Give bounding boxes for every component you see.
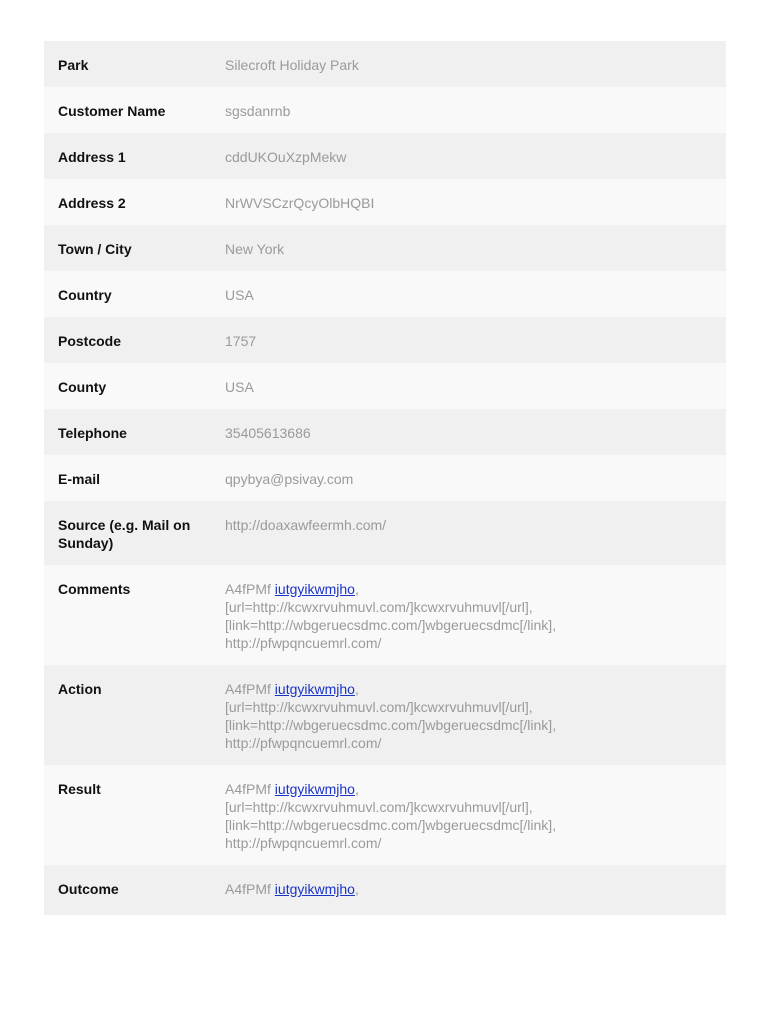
field-value: sgsdanrnb bbox=[225, 103, 291, 119]
table-row bbox=[44, 179, 726, 225]
field-value: USA bbox=[225, 287, 254, 303]
submission-table bbox=[44, 41, 726, 915]
text: [url=http://kcwxrvuhmuvl.com/]kcwxrvuhmuvl[/url], bbox=[225, 799, 533, 815]
text: [url=http://kcwxrvuhmuvl.com/]kcwxrvuhmuvl[/url], bbox=[225, 599, 533, 615]
field-value bbox=[225, 880, 726, 898]
table-row bbox=[44, 225, 726, 271]
inline-link[interactable]: iutgyikwmjho bbox=[274, 881, 355, 897]
text: http://pfwpqncuemrl.com/ bbox=[225, 835, 382, 851]
table-row bbox=[44, 565, 726, 665]
field-value: New York bbox=[225, 241, 285, 257]
field-value bbox=[225, 680, 726, 752]
text: , bbox=[354, 581, 359, 597]
text: A4fPMf bbox=[225, 581, 275, 597]
field-value: cddUKOuXzpMekw bbox=[225, 149, 347, 165]
table-row bbox=[44, 665, 726, 765]
field-label: Country bbox=[58, 287, 112, 303]
table-row bbox=[44, 409, 726, 455]
field-label: Park bbox=[58, 57, 89, 73]
field-value: NrWVSCzrQcyOlbHQBI bbox=[225, 195, 375, 211]
field-value: http://doaxawfeermh.com/ bbox=[225, 517, 387, 533]
field-label: Telephone bbox=[58, 425, 127, 441]
field-value: qpybya@psivay.com bbox=[225, 471, 354, 487]
text: A4fPMf bbox=[225, 881, 275, 897]
field-label: Postcode bbox=[58, 333, 122, 349]
field-label: Action bbox=[58, 681, 102, 697]
field-label: Address 1 bbox=[58, 149, 126, 165]
field-label: Comments bbox=[58, 581, 131, 597]
text: , bbox=[354, 781, 359, 797]
field-value: USA bbox=[225, 379, 254, 395]
table-row bbox=[44, 271, 726, 317]
field-label: Result bbox=[58, 781, 101, 797]
text: A4fPMf bbox=[225, 681, 275, 697]
field-label: County bbox=[58, 379, 107, 395]
field-label: E-mail bbox=[58, 471, 101, 487]
table-row bbox=[44, 455, 726, 501]
table-row bbox=[44, 87, 726, 133]
table-row bbox=[44, 501, 726, 565]
text: [link=http://wbgeruecsdmc.com/]wbgeruecsdmc[/link], bbox=[225, 617, 557, 633]
field-label: Address 2 bbox=[58, 195, 126, 211]
field-value bbox=[225, 580, 726, 652]
text: [link=http://wbgeruecsdmc.com/]wbgeruecsdmc[/link], bbox=[225, 717, 557, 733]
text: [url=http://kcwxrvuhmuvl.com/]kcwxrvuhmuvl[/url], bbox=[225, 699, 533, 715]
inline-link[interactable]: iutgyikwmjho bbox=[274, 781, 355, 797]
text: , bbox=[354, 881, 359, 897]
field-label: Outcome bbox=[58, 881, 119, 897]
field-value: 35405613686 bbox=[225, 425, 311, 441]
table-row bbox=[44, 363, 726, 409]
inline-link[interactable]: iutgyikwmjho bbox=[274, 581, 355, 597]
text: http://pfwpqncuemrl.com/ bbox=[225, 635, 382, 651]
inline-link[interactable]: iutgyikwmjho bbox=[274, 681, 355, 697]
field-label: Town / City bbox=[58, 241, 132, 257]
table-row bbox=[44, 317, 726, 363]
text: http://pfwpqncuemrl.com/ bbox=[225, 735, 382, 751]
field-label: Customer Name bbox=[58, 103, 166, 119]
text: A4fPMf bbox=[225, 781, 275, 797]
field-value bbox=[225, 780, 726, 852]
table-row bbox=[44, 133, 726, 179]
table-row bbox=[44, 41, 726, 87]
field-label: Source (e.g. Mail on Sunday) bbox=[58, 517, 191, 551]
table-row bbox=[44, 765, 726, 865]
field-value: 1757 bbox=[225, 333, 257, 349]
table-row bbox=[44, 865, 726, 915]
text: , bbox=[354, 681, 359, 697]
text: [link=http://wbgeruecsdmc.com/]wbgeruecsdmc[/link], bbox=[225, 817, 557, 833]
field-value: Silecroft Holiday Park bbox=[225, 57, 359, 73]
